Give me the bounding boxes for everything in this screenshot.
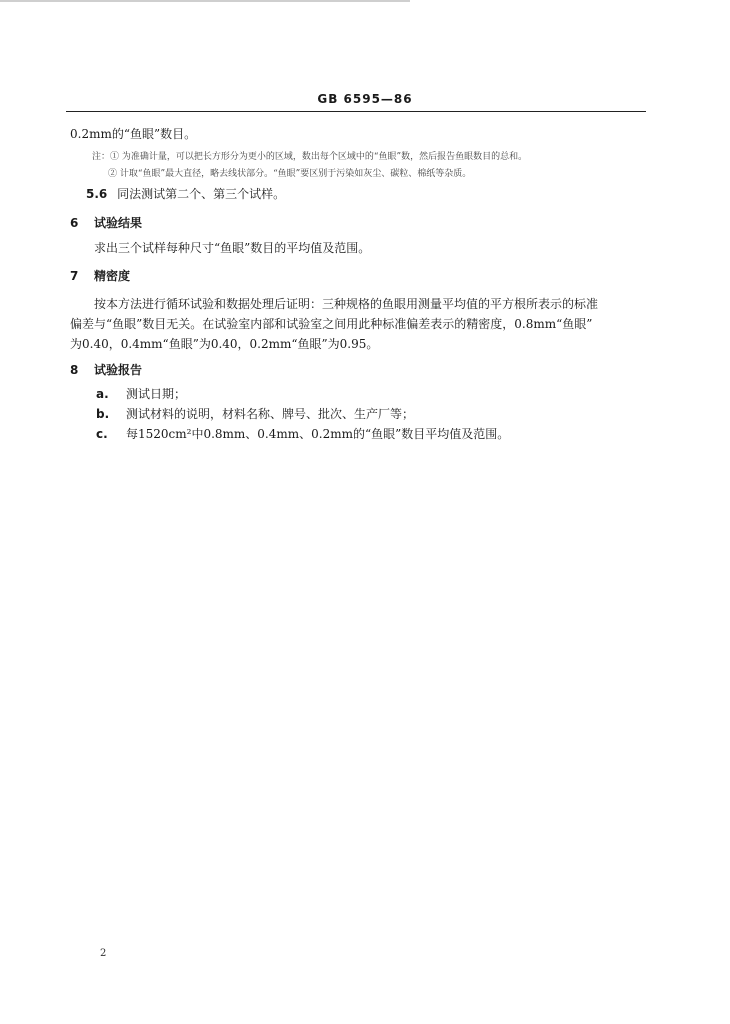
section-title: 精密度 xyxy=(94,269,131,283)
section-7-heading xyxy=(70,268,370,284)
note-2: ② 计取“鱼眼”最大直径，略去线状部分。“鱼眼”要区别于污染如灰尘、碳粒、棉纸等杂质。 xyxy=(108,169,472,179)
page-number: 2 xyxy=(100,948,107,959)
report-item xyxy=(96,426,656,442)
report-item xyxy=(96,406,656,422)
clause-text: 同法测试第二个、第三个试样。 xyxy=(117,187,286,201)
report-item xyxy=(96,386,656,402)
section-7-body-line: 按本方法进行循环试验和数据处理后证明：三种规格的鱼眼用测量平均值的平方根所表示的标准 xyxy=(94,297,599,311)
item-text: 每1520cm²中0.8mm、0.4mm、0.2mm的“鱼眼”数目平均值及范围。 xyxy=(126,427,510,441)
item-text: 测试材料的说明，材料名称、牌号、批次、生产厂等； xyxy=(126,407,415,421)
clause-5-6 xyxy=(86,186,285,202)
section-title: 试验结果 xyxy=(94,216,143,230)
section-7-body-line: 偏差与“鱼眼”数目无关。在试验室内部和试验室之间用此种标准偏差表示的精密度，0.8mm“鱼眼” xyxy=(70,317,593,331)
section-6-body: 求出三个试样每种尺寸“鱼眼”数目的平均值及范围。 xyxy=(94,241,371,255)
section-number: 8 xyxy=(70,363,79,377)
note-1: 注：① 为准确计量，可以把长方形分为更小的区域，数出每个区域中的“鱼眼”数，然后报告鱼眼数目的总和。 xyxy=(92,152,528,162)
section-8-heading xyxy=(70,362,370,378)
item-label: a. xyxy=(96,387,109,401)
item-text: 测试日期； xyxy=(126,387,187,401)
continued-text-line: 0.2mm的“鱼眼”数目。 xyxy=(70,127,197,141)
section-7-body-line: 为0.40，0.4mm“鱼眼”为0.40，0.2mm“鱼眼”为0.95。 xyxy=(70,337,379,351)
clause-number: 5.6 xyxy=(86,187,108,201)
standard-code-header: GB 6595—86 xyxy=(317,92,413,106)
section-6-heading xyxy=(70,215,370,231)
item-label: b. xyxy=(96,407,110,421)
header-rule xyxy=(66,111,646,112)
section-title: 试验报告 xyxy=(94,363,143,377)
scan-edge-line xyxy=(0,0,410,2)
section-number: 7 xyxy=(70,269,79,283)
section-number: 6 xyxy=(70,216,79,230)
item-label: c. xyxy=(96,427,108,441)
